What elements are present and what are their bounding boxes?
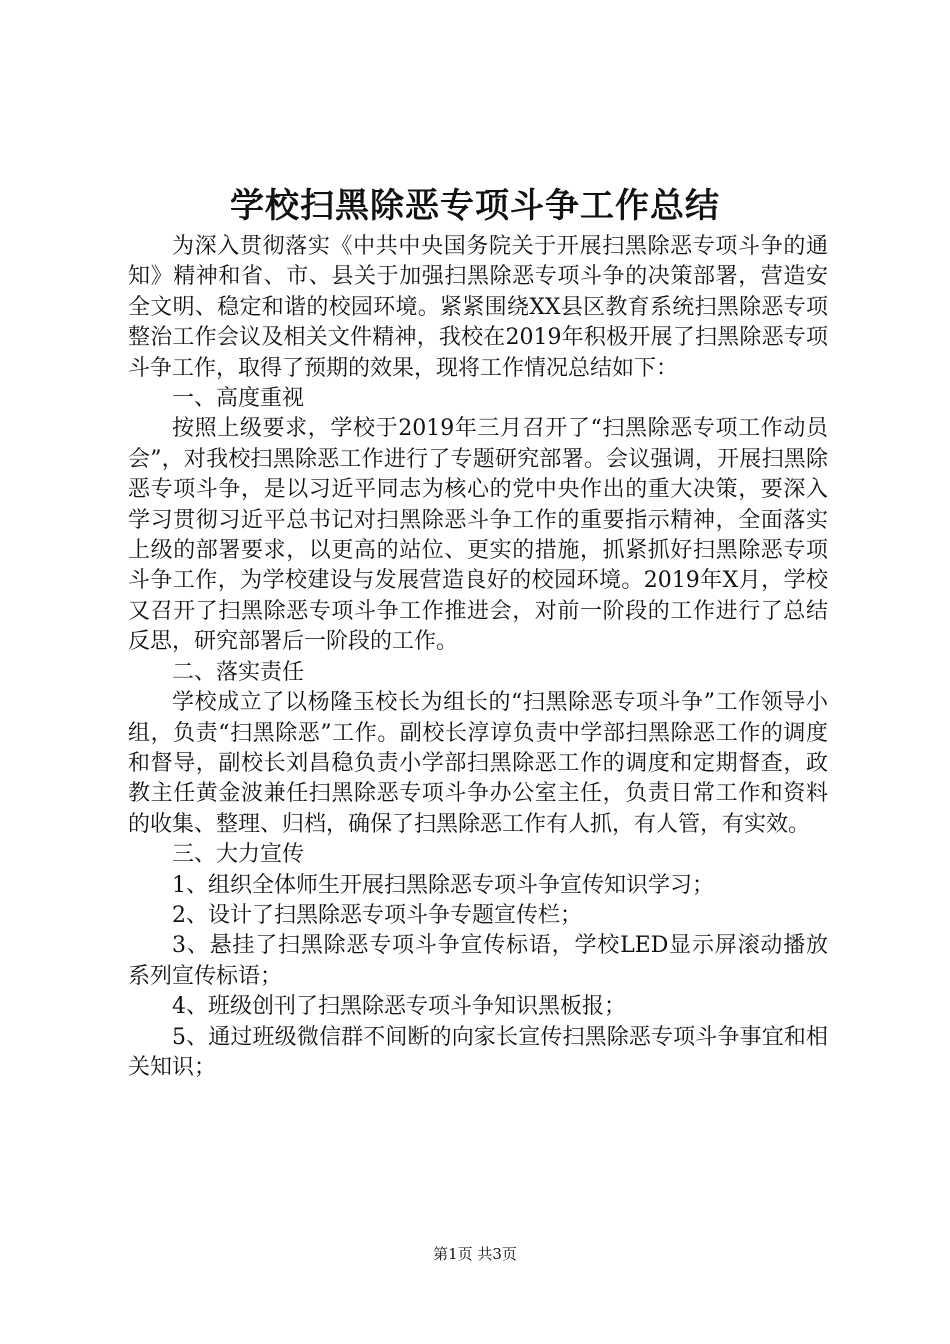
section-paragraph-2: 学校成立了以杨隆玉校长为组长的“扫黑除恶专项斗争”工作领导小组，负责“扫黑除恶”工作。副校长淳谆负责中学部扫黑除恶工作的调度和督导，副校长刘昌稳负责小学部扫黑除恶工作的调度和定期督查，政教主任黄金波兼任扫黑除恶专项斗争办公室主任，负责日常工作和资料的收集、整理、归档，确保了扫黑除恶工作有人抓，有人管，有实效。 bbox=[128, 690, 828, 837]
section-heading-2: 二、落实责任 bbox=[172, 659, 305, 685]
document-body bbox=[128, 232, 828, 1083]
list-item-4: 4、班级创刊了扫黑除恶专项斗争知识黑板报； bbox=[172, 994, 626, 1020]
page-number-footer: 第1页 共3页 bbox=[433, 1245, 517, 1263]
intro-paragraph: 为深入贯彻落实《中共中央国务院关于开展扫黑除恶专项斗争的通知》精神和省、市、县关于加强扫黑除恶专项斗争的决策部署，营造安全文明、稳定和谐的校园环境。紧紧围绕XX县区教育系统扫黑除恶专项整治工作会议及相关文件精神，我校在2019年积极开展了扫黑除恶专项斗争工作，取得了预期的效果，现将工作情况总结如下： bbox=[128, 234, 828, 381]
list-item-1: 1、组织全体师生开展扫黑除恶专项斗争宣传知识学习； bbox=[172, 872, 714, 898]
list-item-5: 5、通过班级微信群不间断的向家长宣传扫黑除恶专项斗争事宜和相关知识； bbox=[128, 1024, 828, 1080]
section-paragraph-1: 按照上级要求，学校于2019年三月召开了“扫黑除恶专项工作动员会”，对我校扫黑除恶工作进行了专题研究部署。会议强调，开展扫黑除恶专项斗争，是以习近平同志为核心的党中央作出的重大决策，要深入学习贯彻习近平总书记对扫黑除恶斗争工作的重要指示精神，全面落实上级的部署要求，以更高的站位、更实的措施，抓紧抓好扫黑除恶专项斗争工作，为学校建设与发展营造良好的校园环境。2019年X月，学校又召开了扫黑除恶专项斗争工作推进会，对前一阶段的工作进行了总结反思，研究部署后一阶段的工作。 bbox=[128, 416, 828, 655]
list-item-3: 3、悬挂了扫黑除恶专项斗争宣传标语，学校LED显示屏滚动播放系列宣传标语； bbox=[128, 933, 828, 989]
list-item-2: 2、设计了扫黑除恶专项斗争专题宣传栏； bbox=[172, 902, 582, 928]
section-heading-3: 三、大力宣传 bbox=[172, 842, 305, 868]
document-title: 学校扫黑除恶专项斗争工作总结 bbox=[230, 186, 720, 226]
section-heading-1: 一、高度重视 bbox=[172, 386, 305, 412]
